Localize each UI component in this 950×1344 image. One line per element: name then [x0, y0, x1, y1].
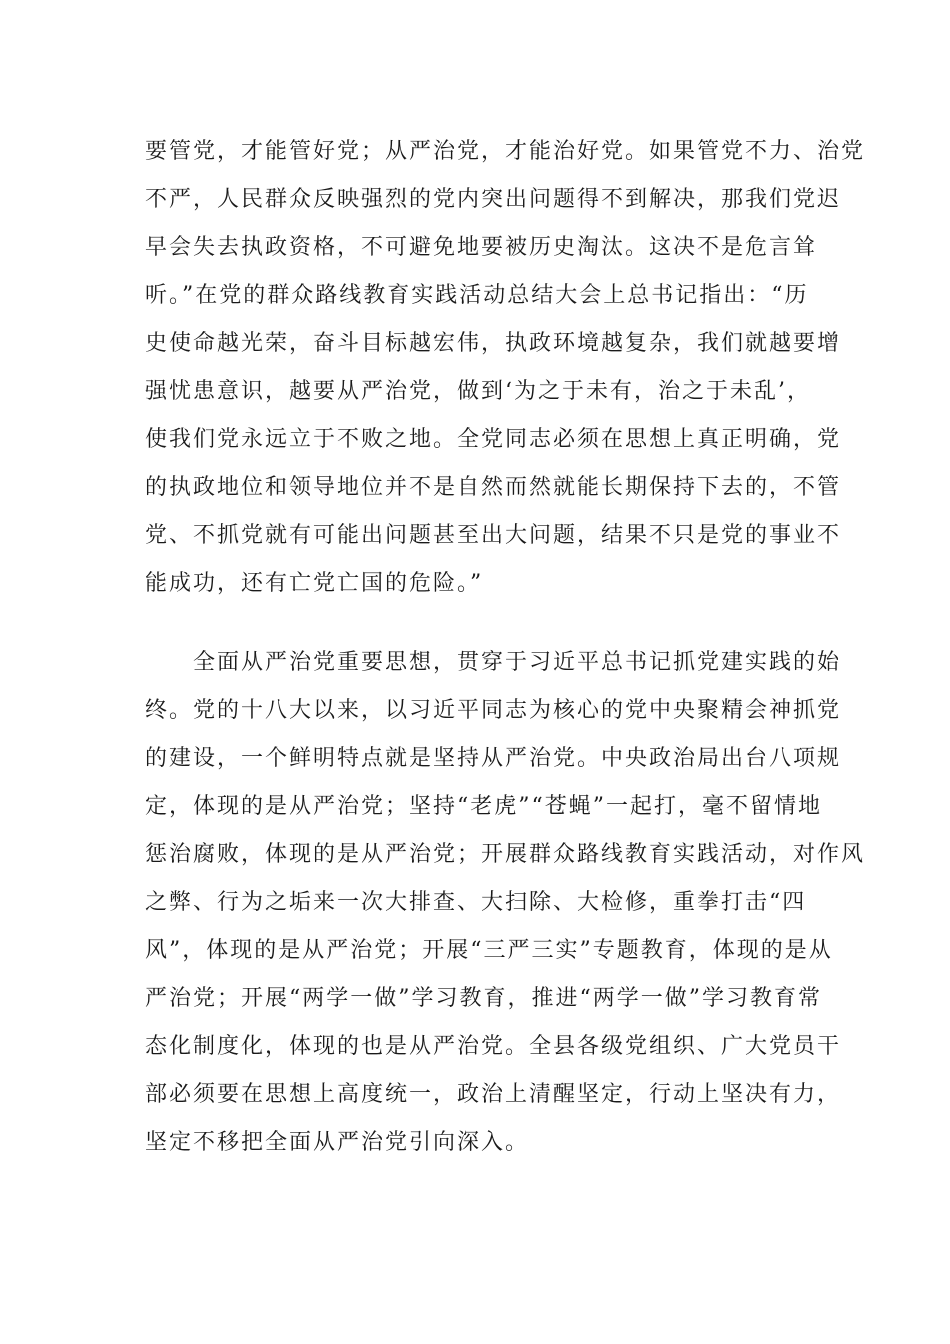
text-line: 早会失去执政资格，不可避免地要被历史淘汰。这决不是危言耸 — [145, 235, 818, 260]
text-line: 要管党，才能管好党；从严治党，才能治好党。如果管党不力、治党 — [145, 139, 866, 164]
text-line: 党、不抓党就有可能出问题甚至出大问题，结果不只是党的事业不 — [145, 523, 842, 548]
text-line: 终。党的十八大以来，以习近平同志为核心的党中央聚精会神抓党 — [145, 698, 842, 723]
paragraph-2 — [145, 639, 866, 1167]
document-body — [145, 128, 866, 1167]
text-line: 全面从严治党重要思想，贯穿于习近平总书记抓党建实践的始 — [193, 650, 842, 675]
text-line: 能成功，还有亡党亡国的危险。” — [145, 571, 484, 596]
text-line: 不严，人民群众反映强烈的党内突出问题得不到解决，那我们党迟 — [145, 187, 842, 212]
text-line: 惩治腐败，体现的是从严治党；开展群众路线教育实践活动，对作风 — [145, 842, 866, 867]
text-line: 听。”在党的群众路线教育实践活动总结大会上总书记指出：“历 — [145, 283, 809, 308]
text-line: 风”，体现的是从严治党；开展“三严三实”专题教育，体现的是从 — [145, 938, 833, 963]
text-line: 强忧患意识，越要从严治党，做到‘为之于未有，治之于未乱’， — [145, 379, 811, 404]
text-line: 坚定不移把全面从严治党引向深入。 — [145, 1130, 530, 1155]
text-line: 之弊、行为之垢来一次大排查、大扫除、大检修，重拳打击“四 — [145, 890, 807, 915]
text-line: 部必须要在思想上高度统一，政治上清醒坚定，行动上坚决有力， — [145, 1082, 842, 1107]
paragraph-1 — [145, 128, 866, 608]
paragraph-spacer — [145, 608, 807, 639]
text-line: 的执政地位和领导地位并不是自然而然就能长期保持下去的，不管 — [145, 475, 842, 500]
text-line: 态化制度化，体现的也是从严治党。全县各级党组织、广大党员干 — [145, 1034, 842, 1059]
text-line: 史使命越光荣，奋斗目标越宏伟，执政环境越复杂，我们就越要增 — [145, 331, 842, 356]
text-line: 严治党；开展“两学一做”学习教育，推进“两学一做”学习教育常 — [145, 986, 822, 1011]
text-line: 使我们党永远立于不败之地。全党同志必须在思想上真正明确，党 — [145, 427, 842, 452]
text-line: 的建设，一个鲜明特点就是坚持从严治党。中央政治局出台八项规 — [145, 746, 842, 771]
text-line: 定，体现的是从严治党；坚持“老虎”“苍蝇”一起打，毫不留情地 — [145, 794, 822, 819]
